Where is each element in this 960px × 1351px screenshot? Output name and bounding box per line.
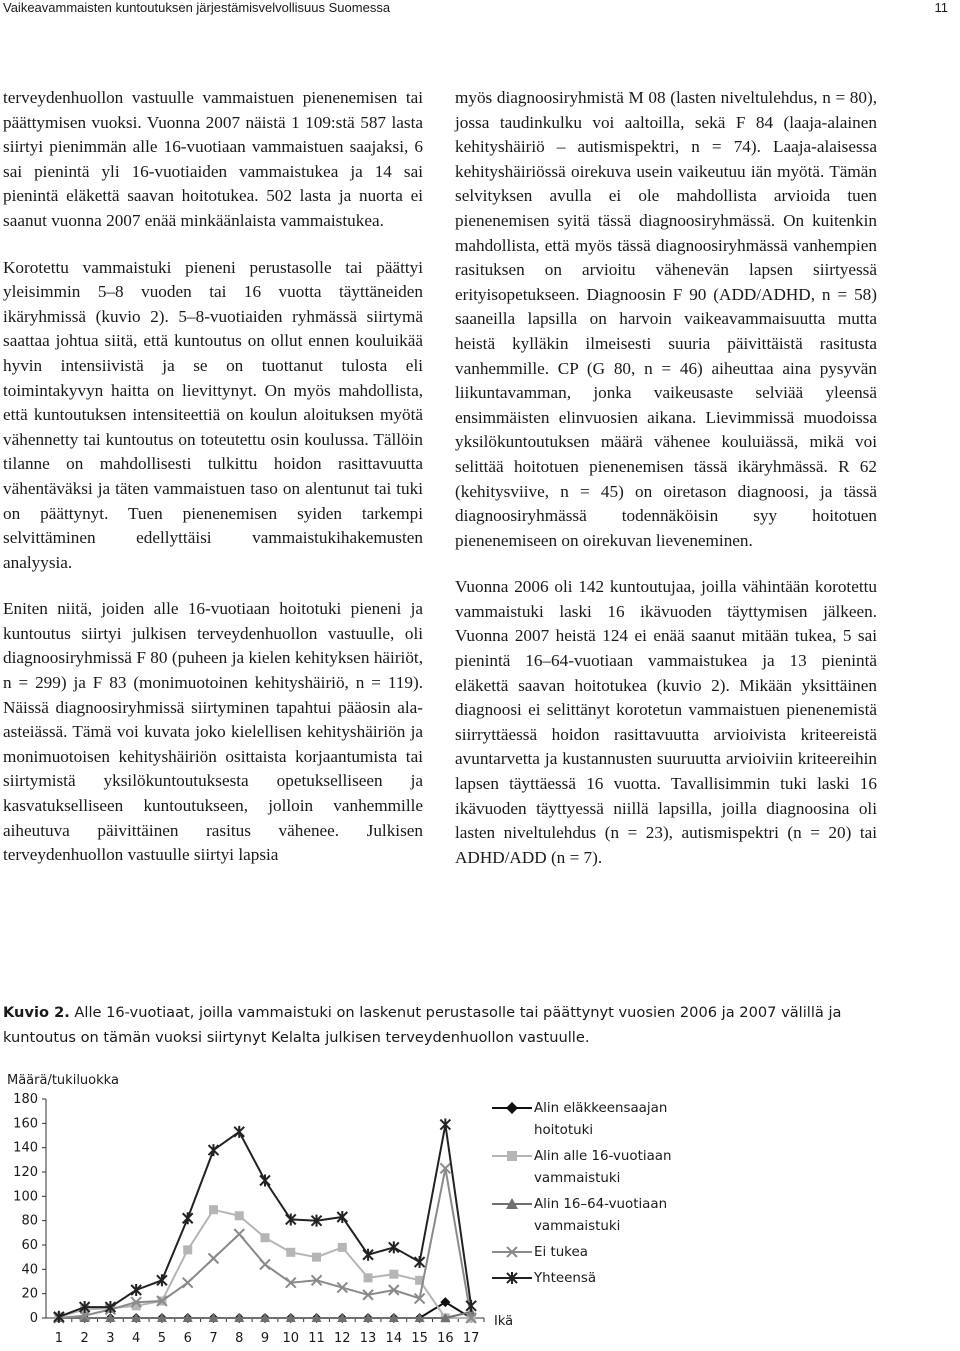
y-tick-label: 160 <box>13 1116 38 1132</box>
paragraph: Eniten niitä, joiden alle 16-vuotiaan hoitotuki pieneni ja kuntoutus siirtyi julkisen terveydenhuollon vastuulle, oli diagnoosiryhmissä F 80 (puheen ja kielen kehityksen häiriöt, n = 299) ja F 83 (monimuotoinen kehityshäiriö, n = 119). Näissä diagnoosiryhmissä siirtyminen tapahtui pääosin ala-asteiässä. Tämä voi kuvata joko kielellisen kehityshäiriön ja monimuotoisen kehityshäiriön osittaista korjaantumista tai siirtymistä yksilökuntoutuksesta opetukselliseen ja kasvatukselliseen kuntoutukseen, jolloin vanhemmille aiheutuva päivittäinen rasitus vähenee. Julkisen terveydenhuollon vastuulle siirtyi lapsia <box>3 599 423 865</box>
legend-item <box>492 1242 684 1264</box>
y-tick-label: 140 <box>13 1140 38 1156</box>
y-tick-label: 80 <box>21 1213 38 1229</box>
legend-label: Yhteensä <box>534 1271 597 1286</box>
legend-symbol-triangle <box>492 1196 532 1212</box>
x-axis-label: Ikä <box>494 1314 514 1329</box>
y-tick-label: 20 <box>21 1286 38 1302</box>
paragraph: Korotettu vammaistuki pieneni perustasolle tai päättyi yleisimmin 5–8 vuoden tai 16 vuotta täyttäneiden ikäryhmissä (kuvio 2). 5–8-vuotiaiden ryhmässä siirtymä saattaa johtua siitä, että kuntoutus on ollut ennen kouluikää hyvin intensiivistä ja se on tuottanut tulosta eli toimintakyvyn haitta on lievittynyt. On myös mahdollista, että kuntoutuksen intensiteettiä on koulun aloituksen myötä vähennetty tai kuntoutus on toteutettu osin koulussa. Tällöin tilanne on mahdollisesti tulkittu hoidon rasittavuutta vähentäväksi ja täten vammaistuen taso on alentunut tai tuki on päättynyt. Tuen pienenemisen syiden tarkempi selvittäminen edellyttäisi vammaistukihakemusten analyysia. <box>3 257 423 572</box>
x-tick-label: 9 <box>260 1331 270 1346</box>
x-tick-label: 15 <box>411 1331 428 1346</box>
data-point-diamond <box>440 1297 450 1307</box>
legend-item <box>492 1268 684 1290</box>
x-tick-label: 10 <box>282 1331 300 1346</box>
y-tick-label: 100 <box>13 1189 38 1205</box>
data-point-star <box>208 1144 218 1156</box>
series-star <box>54 1119 476 1323</box>
running-title: Vaikeavammaisten kuntoutuksen järjestämisvelvollisuus Suomessa <box>3 0 391 15</box>
x-tick-label: 16 <box>437 1331 454 1346</box>
running-header <box>0 0 960 14</box>
series-layer <box>54 1119 476 1323</box>
x-tick-label: 1 <box>54 1331 64 1346</box>
data-point-x <box>208 1253 218 1263</box>
data-point-x <box>183 1278 193 1288</box>
x-tick-label: 4 <box>132 1331 141 1346</box>
paragraph: terveydenhuollon vastuulle vammaistuen pienenemisen tai päättymisen vuoksi. Vuonna 2007 näistä 1 109:stä 587 lasta siirtyi pienimmän alle 16-vuotiaan vammaistuen saajaksi, 6 sai pienintä yli 16-vuotiaiden vammaistukea ja 14 sai pienintä eläkettä saavan hoitotukea. 502 lasta ja nuorta ei saanut vuonna 2007 enää minkäänlaista vammaistukea. <box>3 88 423 230</box>
y-tick-label: 40 <box>21 1262 38 1278</box>
x-tick-label: 5 <box>157 1331 167 1346</box>
page-number: 11 <box>934 0 948 15</box>
legend-item <box>492 1146 684 1190</box>
data-point-square <box>312 1253 321 1262</box>
paragraph: myös diagnoosiryhmistä M 08 (lasten niveltulehdus, n = 80), jossa taudinkulku voi aaltoilla, sekä F 84 (laaja-alainen kehityshäiriö – autismispektri, n = 74). Laaja-alaisessa kehityshäiriössä oirekuva usein vaikeutuu iän myötä. Tämän selvityksen avulla ei ole mahdollista arvioida tuen pienenemisen syitä tässä diagnoosiryhmässä. On kuitenkin mahdollista, että myös tässä diagnoosiryhmässä vanhempien rasituksen on arvioitu vähenevän lapsen siirtyessä erityisopetukseen. Diagnoosin F 90 (ADD/ADHD, n = 58) saaneilla lapsilla on harvoin vaikeavammaisuutta mutta heistä kylläkin ilmeisesti suuria päivittäistä rasitusta vanhemmille. CP (G 80, n = 46) aiheuttaa aina pysyvän liikuntavamman, jonka vaikeusaste selviää yleensä ensimmäisten elinvuosien aikana. Lievimmissä muodoissa yksilökuntoutuksen määrä vähenee kouluiässä, mikä voi selittää hoitotuen pienenemisen tässä ikäryhmässä. R 62 (kehitysviive, n = 45) on oiretason diagnoosi, ja tässä diagnoosiryhmässä todennäköisin syy hoitotuen pienenemiseen on oirekuvan lieveneminen. <box>455 88 877 550</box>
legend-symbol-x <box>492 1244 532 1260</box>
paragraph: Vuonna 2006 oli 142 kuntoutujaa, joilla vähintään korotettu vammaistuki laski 16 ikävuoden täyttymisen jälkeen. Vuonna 2007 heistä 124 ei enää saanut mitään tukea, 5 sai pienintä 16–64-vuotiaan vammaistukea ja 13 pienintä eläkettä saavan hoitotukea (kuvio 2). Mikään yksittäinen diagnoosi ei selittänyt korotetun vammaistuen pienenemistä siirryttäessä hoidon rasittavuutta arvioivista kriteereistä avuntarvetta ja kustannusten suuruutta arvioiviin kriteereihin lapsen täyttäessä 16 vuotta. Tavallisimmin tuki laski 16 ikävuoden täyttyessä niillä lapsilla, joilla diagnoosina oli lasten niveltulehdus (n = 23), autismispektri (n = 20) tai ADHD/ADD (n = 7). <box>455 577 877 867</box>
y-axis-label: Määrä/tukiluokka <box>7 1073 119 1088</box>
data-point-star <box>415 1256 425 1268</box>
legend-symbol-diamond <box>492 1100 532 1116</box>
line-chart <box>0 1062 960 1351</box>
legend-item <box>492 1194 684 1238</box>
data-point-star <box>440 1119 450 1131</box>
data-point-star <box>466 1300 476 1312</box>
data-point-square <box>209 1205 218 1214</box>
x-tick-label: 3 <box>106 1331 115 1346</box>
legend-symbol-square <box>492 1148 532 1164</box>
data-point-square <box>286 1248 295 1257</box>
x-tick-label: 6 <box>183 1331 192 1346</box>
x-tick-label: 11 <box>308 1331 325 1346</box>
data-point-square <box>261 1233 270 1242</box>
data-point-square <box>183 1245 192 1254</box>
data-point-x <box>234 1229 244 1239</box>
x-tick-label: 7 <box>209 1331 218 1346</box>
figure-caption <box>3 1000 878 1050</box>
x-tick-label: 8 <box>235 1331 244 1346</box>
legend-label: Alin alle 16-vuotiaan vammaistuki <box>534 1149 672 1186</box>
x-tick-label: 14 <box>385 1331 403 1346</box>
data-point-star <box>234 1126 244 1138</box>
figure-label: Kuvio 2. <box>3 1004 70 1021</box>
chart-legend <box>492 1098 684 1294</box>
data-point-star <box>157 1274 167 1286</box>
legend-symbol-star <box>492 1270 532 1286</box>
y-tick-label: 120 <box>13 1165 38 1180</box>
y-tick-label: 0 <box>29 1311 38 1326</box>
data-point-star <box>183 1212 193 1224</box>
data-point-square <box>389 1270 398 1279</box>
data-point-square <box>364 1273 373 1282</box>
legend-label: Alin eläkkeensaajan hoitotuki <box>534 1101 668 1138</box>
series-x <box>54 1163 476 1323</box>
x-tick-label: 2 <box>80 1331 89 1346</box>
series-line <box>59 1168 471 1318</box>
legend-item <box>492 1098 684 1142</box>
legend-label: Ei tukea <box>534 1245 588 1260</box>
left-column <box>3 86 423 890</box>
legend-label: Alin 16–64-vuotiaan vammaistuki <box>534 1197 668 1234</box>
series-triangle <box>54 1307 476 1322</box>
right-column <box>455 86 877 892</box>
data-point-square <box>338 1243 347 1252</box>
data-point-square <box>235 1211 244 1220</box>
data-point-star <box>131 1284 141 1296</box>
data-point-star <box>260 1175 270 1187</box>
x-tick-label: 13 <box>359 1331 377 1346</box>
y-tick-label: 60 <box>21 1238 38 1253</box>
x-tick-label: 12 <box>334 1331 351 1346</box>
figure-caption-text: Alle 16-vuotiaat, joilla vammaistuki on laskenut perustasolle tai päättynyt vuosien 2006 ja 2007 välillä ja kuntoutus on tämän vuoksi siirtynyt Kelalta julkisen terveydenhuollon vastuulle. <box>3 1004 842 1046</box>
data-point-x <box>260 1259 270 1269</box>
y-tick-label: 180 <box>13 1092 38 1107</box>
series-line <box>59 1125 471 1317</box>
x-tick-label: 17 <box>462 1331 480 1346</box>
